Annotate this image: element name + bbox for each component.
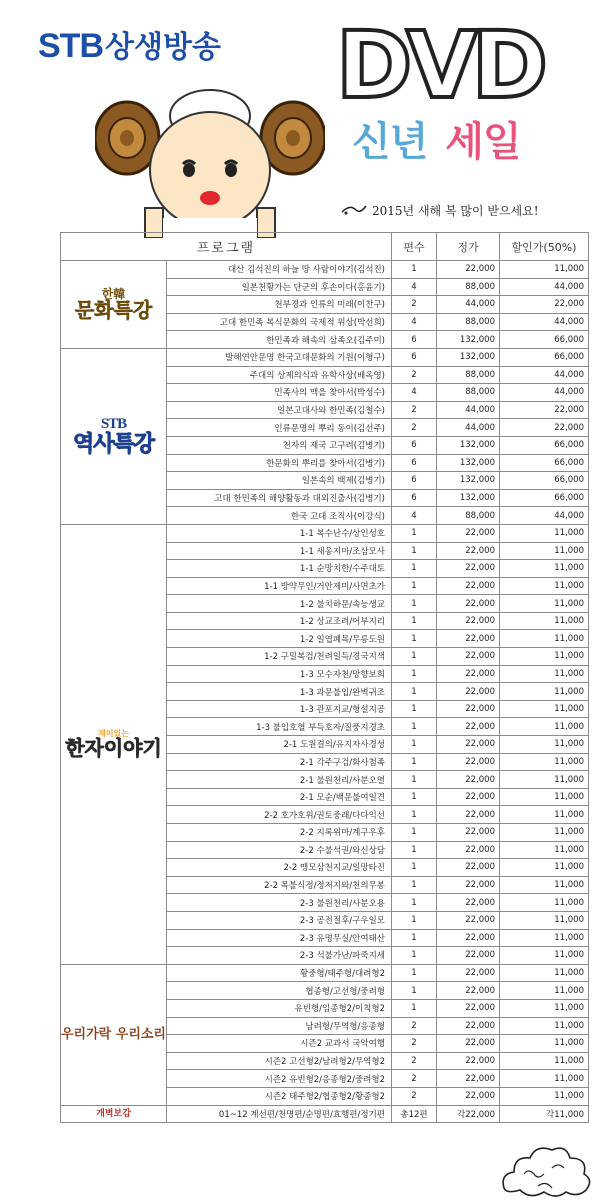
category-label-small: 한韓 [101, 286, 126, 301]
program-name-cell: 시즌2 유빈형2/응종형2/중려형2 [167, 1070, 392, 1088]
sheep-mascot-icon [95, 88, 325, 238]
episodes-cell: 4 [392, 278, 437, 296]
table-row [61, 348, 589, 366]
program-name-cell: 2-1 도원결의/유지자사경성 [167, 736, 392, 754]
program-name-cell: 1-2 일엽폐목/무릉도원 [167, 630, 392, 648]
dvd-title: DVD [336, 12, 542, 119]
price-cell: 44,000 [437, 401, 500, 419]
program-name-cell: 1-1 순망치한/수주대토 [167, 560, 392, 578]
header-price: 정가 [437, 233, 500, 261]
discount-price-cell: 11,000 [500, 524, 589, 542]
episodes-cell: 2 [392, 1070, 437, 1088]
program-name-cell: 2-2 지록위마/계구우후 [167, 824, 392, 842]
price-cell: 22,000 [437, 595, 500, 613]
price-cell: 22,000 [437, 648, 500, 666]
program-name-cell: 시즌2 고선형2/남려형2/무역형2 [167, 1052, 392, 1070]
episodes-cell: 2 [392, 1017, 437, 1035]
discount-price-cell: 11,000 [500, 824, 589, 842]
discount-price-cell: 66,000 [500, 331, 589, 349]
new-year-flourish-icon [340, 204, 368, 216]
episodes-cell: 1 [392, 736, 437, 754]
price-cell: 22,000 [437, 824, 500, 842]
program-name-cell: 한민족과 해속의 삼족오(김주미) [167, 331, 392, 349]
episodes-cell: 1 [392, 524, 437, 542]
program-name-cell: 민족사의 맥을 찾아서(박성수) [167, 384, 392, 402]
discount-price-cell: 11,000 [500, 1017, 589, 1035]
discount-price-cell: 11,000 [500, 718, 589, 736]
program-name-cell: 2-1 불원천리/사분오열 [167, 771, 392, 789]
program-name-cell: 1-2 불치하문/속능생교 [167, 595, 392, 613]
sale-word-new-year: 신년 [352, 119, 428, 165]
episodes-cell: 1 [392, 911, 437, 929]
discount-price-cell: 11,000 [500, 947, 589, 965]
program-name-cell: 인류문명의 뿌리 동이(김선주) [167, 419, 392, 437]
discount-price-cell: 11,000 [500, 1070, 589, 1088]
program-name-cell: 2-3 불원천리/사분오용 [167, 894, 392, 912]
discount-price-cell: 11,000 [500, 982, 589, 1000]
header-banner [0, 0, 600, 232]
program-name-cell: 고대 한민족 복식문화의 국제적 위상(박선희) [167, 313, 392, 331]
category-label [96, 1110, 131, 1119]
episodes-cell: 2 [392, 1035, 437, 1053]
discount-price-cell: 11,000 [500, 648, 589, 666]
price-cell: 88,000 [437, 384, 500, 402]
discount-price-cell: 11,000 [500, 630, 589, 648]
brand-korean: 상생방송 [105, 31, 221, 64]
price-cell: 44,000 [437, 296, 500, 314]
episodes-cell: 1 [392, 824, 437, 842]
discount-price-cell: 각11,000 [500, 1105, 589, 1123]
episodes-cell: 1 [392, 894, 437, 912]
price-cell: 22,000 [437, 806, 500, 824]
program-name-cell: 1-3 과문불입/완벽귀조 [167, 683, 392, 701]
program-name-cell: 1-1 새옹지마/조삼모사 [167, 542, 392, 560]
episodes-cell: 1 [392, 595, 437, 613]
table-row [61, 261, 589, 279]
program-name-cell: 2-2 수불석권/와신상담 [167, 841, 392, 859]
discount-price-cell: 11,000 [500, 859, 589, 877]
category-label-main: 문화특강 [74, 298, 153, 323]
discount-price-cell: 66,000 [500, 454, 589, 472]
category-label-small: 재미있는 [98, 728, 129, 738]
program-name-cell: 한국 고대 조직사(이강식) [167, 507, 392, 525]
episodes-cell: 6 [392, 489, 437, 507]
program-name-cell: 1-3 관포지교/형설지공 [167, 700, 392, 718]
discount-price-cell: 44,000 [500, 507, 589, 525]
episodes-cell: 1 [392, 718, 437, 736]
program-name-cell: 2-2 목불식정/정저지와/천의무봉 [167, 876, 392, 894]
program-name-cell: 2-2 호가호위/권토중래/다다익선 [167, 806, 392, 824]
header-program: 프로그램 [61, 233, 392, 261]
discount-price-cell: 11,000 [500, 894, 589, 912]
episodes-cell: 6 [392, 331, 437, 349]
program-name-cell: 발해연안문명 한국고대문화의 기원(이형구) [167, 348, 392, 366]
episodes-cell: 1 [392, 261, 437, 279]
discount-price-cell: 11,000 [500, 788, 589, 806]
price-cell: 132,000 [437, 472, 500, 490]
program-name-cell: 남려형/무역형/응종형 [167, 1017, 392, 1035]
episodes-cell: 2 [392, 419, 437, 437]
price-cell: 22,000 [437, 560, 500, 578]
discount-price-cell: 11,000 [500, 964, 589, 982]
episodes-cell: 1 [392, 841, 437, 859]
price-cell: 22,000 [437, 841, 500, 859]
program-name-cell: 2-1 각주구검/화사첨족 [167, 753, 392, 771]
program-name-cell: 일본고대사와 한민족(김철수) [167, 401, 392, 419]
program-name-cell: 주대의 상제의식과 유학사상(배옥영) [167, 366, 392, 384]
discount-price-cell: 11,000 [500, 999, 589, 1017]
program-name-cell: 1-3 모수자천/망향보희 [167, 665, 392, 683]
discount-price-cell: 22,000 [500, 401, 589, 419]
price-cell: 22,000 [437, 612, 500, 630]
program-name-cell: 일본천황가는 단군의 후손이다(홍윤기) [167, 278, 392, 296]
program-name-cell: 시즌2 태주형2/협종형2/황종형2 [167, 1087, 392, 1105]
price-cell: 22,000 [437, 1017, 500, 1035]
table-row [61, 524, 589, 542]
discount-price-cell: 66,000 [500, 348, 589, 366]
discount-price-cell: 11,000 [500, 261, 589, 279]
episodes-cell: 1 [392, 753, 437, 771]
price-cell: 22,000 [437, 630, 500, 648]
price-cell: 88,000 [437, 366, 500, 384]
episodes-cell: 1 [392, 964, 437, 982]
price-cell: 132,000 [437, 331, 500, 349]
price-cell: 22,000 [437, 788, 500, 806]
table-header-row [61, 233, 589, 261]
price-cell: 22,000 [437, 1052, 500, 1070]
price-cell: 22,000 [437, 542, 500, 560]
price-cell: 88,000 [437, 313, 500, 331]
discount-price-cell: 11,000 [500, 806, 589, 824]
episodes-cell: 1 [392, 771, 437, 789]
program-name-cell: 일본속의 백제(김병기) [167, 472, 392, 490]
header-episodes: 편수 [392, 233, 437, 261]
price-cell: 22,000 [437, 911, 500, 929]
discount-price-cell: 66,000 [500, 472, 589, 490]
discount-price-cell: 11,000 [500, 595, 589, 613]
table-row [61, 964, 589, 982]
price-cell: 132,000 [437, 348, 500, 366]
brand-logo[interactable] [38, 22, 221, 66]
category-history-lecture [61, 348, 167, 524]
price-cell: 22,000 [437, 577, 500, 595]
category-label-small: STB [100, 416, 127, 433]
price-table-wrapper [60, 232, 589, 1123]
category-label-main: 개벽보감 [96, 1108, 131, 1119]
episodes-cell: 1 [392, 612, 437, 630]
price-cell: 22,000 [437, 964, 500, 982]
category-label-main: 역사특강 [72, 431, 154, 457]
episodes-cell: 4 [392, 507, 437, 525]
discount-price-cell: 22,000 [500, 296, 589, 314]
discount-price-cell: 11,000 [500, 929, 589, 947]
episodes-cell: 1 [392, 542, 437, 560]
price-cell: 22,000 [437, 876, 500, 894]
price-cell: 22,000 [437, 771, 500, 789]
category-label-main: 우리가락 우리소리 [61, 1026, 166, 1042]
discount-price-cell: 22,000 [500, 419, 589, 437]
program-name-cell: 유빈형/임종형2/이칙형2 [167, 999, 392, 1017]
program-name-cell: 1-2 구밀복검/천려일득/경국지색 [167, 648, 392, 666]
discount-price-cell: 11,000 [500, 911, 589, 929]
program-name-cell: 2-2 맹모삼천지교/일망타진 [167, 859, 392, 877]
episodes-cell: 1 [392, 560, 437, 578]
price-cell: 22,000 [437, 700, 500, 718]
discount-price-cell: 11,000 [500, 771, 589, 789]
category-label [75, 288, 152, 322]
episodes-cell: 1 [392, 648, 437, 666]
episodes-cell: 6 [392, 348, 437, 366]
program-name-cell: 1-3 불입호혈 부득호자/질풍지경초 [167, 718, 392, 736]
price-cell: 22,000 [437, 929, 500, 947]
price-cell: 88,000 [437, 278, 500, 296]
price-cell: 22,000 [437, 947, 500, 965]
episodes-cell: 2 [392, 1052, 437, 1070]
price-cell: 22,000 [437, 718, 500, 736]
episodes-cell: 1 [392, 665, 437, 683]
discount-price-cell: 66,000 [500, 489, 589, 507]
price-cell: 22,000 [437, 736, 500, 754]
price-cell: 44,000 [437, 419, 500, 437]
discount-price-cell: 11,000 [500, 560, 589, 578]
episodes-cell: 2 [392, 296, 437, 314]
price-cell: 22,000 [437, 1087, 500, 1105]
episodes-cell: 2 [392, 401, 437, 419]
category-our-melodies [61, 964, 167, 1105]
episodes-cell: 1 [392, 859, 437, 877]
price-cell: 22,000 [437, 982, 500, 1000]
episodes-cell: 1 [392, 630, 437, 648]
program-name-cell: 2-3 공전절후/구우일모 [167, 911, 392, 929]
discount-price-cell: 11,000 [500, 1052, 589, 1070]
brand-latin: STB [38, 27, 103, 65]
category-label [73, 417, 154, 456]
discount-price-cell: 44,000 [500, 278, 589, 296]
category-korea-culture [61, 261, 167, 349]
episodes-cell: 2 [392, 366, 437, 384]
discount-price-cell: 11,000 [500, 577, 589, 595]
program-name-cell: 천부경과 인류의 미래(이찬구) [167, 296, 392, 314]
program-name-cell: 한문화의 뿌리를 찾아서(김병기) [167, 454, 392, 472]
price-cell: 132,000 [437, 436, 500, 454]
discount-price-cell: 11,000 [500, 700, 589, 718]
program-name-cell: 고대 한민족의 해양활동과 대외진출사(김병기) [167, 489, 392, 507]
price-cell: 22,000 [437, 999, 500, 1017]
price-cell: 132,000 [437, 454, 500, 472]
price-cell: 132,000 [437, 489, 500, 507]
price-cell: 22,000 [437, 1035, 500, 1053]
episodes-cell: 1 [392, 806, 437, 824]
discount-price-cell: 11,000 [500, 753, 589, 771]
program-name-cell: 2-3 유명무실/안여태산 [167, 929, 392, 947]
program-name-cell: 01~12 계선편/천명편/순명편/효행편/정기편 [167, 1105, 392, 1123]
program-name-cell: 2-1 모순/백문불여일견 [167, 788, 392, 806]
episodes-cell: 1 [392, 577, 437, 595]
program-name-cell: 1-1 방약무인/거안제미/사면초가 [167, 577, 392, 595]
program-name-cell: 1-1 복수난수/상인성호 [167, 524, 392, 542]
discount-price-cell: 11,000 [500, 665, 589, 683]
episodes-cell: 2 [392, 1087, 437, 1105]
discount-price-cell: 44,000 [500, 366, 589, 384]
discount-price-cell: 66,000 [500, 436, 589, 454]
episodes-cell: 6 [392, 472, 437, 490]
episodes-cell: 1 [392, 982, 437, 1000]
price-cell: 22,000 [437, 665, 500, 683]
episodes-cell: 1 [392, 700, 437, 718]
category-hanja-stories [61, 524, 167, 964]
new-year-greeting: 2015년 새해 복 많이 받으세요! [372, 204, 539, 218]
episodes-cell: 1 [392, 947, 437, 965]
discount-price-cell: 11,000 [500, 612, 589, 630]
program-name-cell: 천자의 제국 고구려(김병기) [167, 436, 392, 454]
discount-price-cell: 11,000 [500, 841, 589, 859]
program-name-cell: 시즌2 교과서 국악여행 [167, 1035, 392, 1053]
episodes-cell: 4 [392, 313, 437, 331]
episodes-cell: 1 [392, 683, 437, 701]
program-name-cell: 황중형/태주형/대려형2 [167, 964, 392, 982]
episodes-cell: 4 [392, 384, 437, 402]
discount-price-cell: 11,000 [500, 736, 589, 754]
episodes-cell: 1 [392, 876, 437, 894]
category-label [61, 1028, 166, 1042]
category-label-main: 한자이야기 [65, 736, 162, 761]
discount-price-cell: 44,000 [500, 313, 589, 331]
episodes-cell: 총12편 [392, 1105, 437, 1123]
episodes-cell: 6 [392, 454, 437, 472]
price-cell: 22,000 [437, 859, 500, 877]
discount-price-cell: 11,000 [500, 542, 589, 560]
discount-price-cell: 11,000 [500, 876, 589, 894]
program-name-cell: 대산 김석진의 하늘 땅 사람이야기(김석진) [167, 261, 392, 279]
episodes-cell: 1 [392, 999, 437, 1017]
price-cell: 22,000 [437, 683, 500, 701]
price-cell: 각22,000 [437, 1105, 500, 1123]
price-cell: 22,000 [437, 261, 500, 279]
price-cell: 22,000 [437, 524, 500, 542]
price-cell: 88,000 [437, 507, 500, 525]
discount-price-cell: 11,000 [500, 683, 589, 701]
category-label [65, 730, 162, 759]
program-name-cell: 2-3 석불가난/파죽지세 [167, 947, 392, 965]
sale-word-sale: 세일 [445, 119, 521, 165]
table-body [61, 261, 589, 1123]
episodes-cell: 1 [392, 788, 437, 806]
discount-price-cell: 11,000 [500, 1035, 589, 1053]
table-row [61, 1105, 589, 1123]
episodes-cell: 6 [392, 436, 437, 454]
discount-price-cell: 44,000 [500, 384, 589, 402]
category-gaebyeok-bogam [61, 1105, 167, 1123]
program-name-cell: 1-2 상교조려/어부지리 [167, 612, 392, 630]
header-discount: 할인가(50%) [500, 233, 589, 261]
program-name-cell: 협종형/고선형/중려형 [167, 982, 392, 1000]
decorative-cloud-icon [498, 1138, 598, 1200]
price-table [60, 232, 589, 1123]
price-cell: 22,000 [437, 894, 500, 912]
discount-price-cell: 11,000 [500, 1087, 589, 1105]
price-cell: 22,000 [437, 1070, 500, 1088]
price-cell: 22,000 [437, 753, 500, 771]
sale-title [352, 110, 521, 167]
episodes-cell: 1 [392, 929, 437, 947]
